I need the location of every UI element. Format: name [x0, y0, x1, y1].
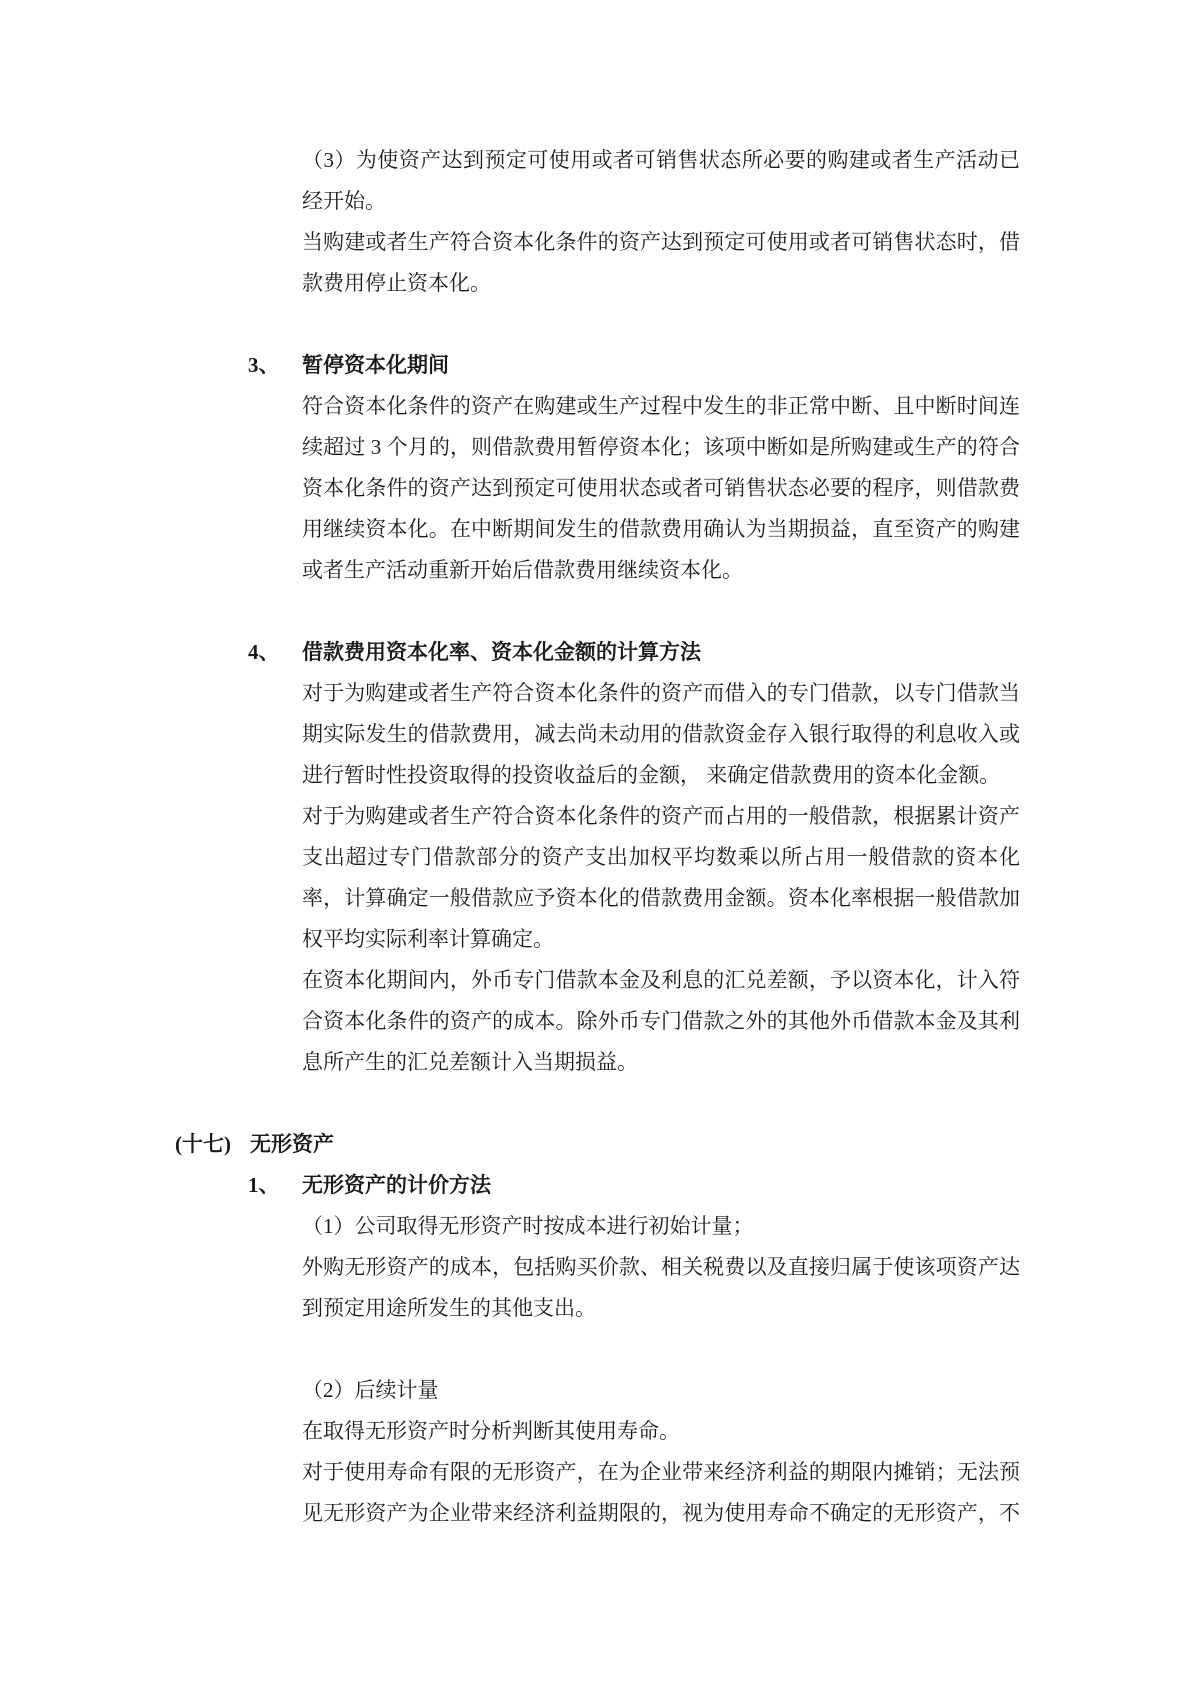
section-17-1-heading — [248, 1165, 1200, 1206]
text-line: 当购建或者生产符合资本化条件的资产达到预定可使用或者可销售状态时，借 — [302, 230, 1020, 254]
section-17-heading — [175, 1124, 1200, 1165]
text-line: 对于使用寿命有限的无形资产，在为企业带来经济利益的期限内摊销；无法预 — [302, 1460, 1020, 1484]
text-line: 对于为购建或者生产符合资本化条件的资产而借入的专门借款，以专门借款当 — [302, 681, 1020, 705]
text-line: 或者生产活动重新开始后借款费用继续资本化。 — [302, 558, 743, 582]
blank-line — [0, 304, 1200, 345]
heading-number: 3、 — [248, 353, 280, 377]
blank-line — [0, 1083, 1200, 1124]
section-label: (十七) — [175, 1132, 231, 1156]
text-line: 对于为购建或者生产符合资本化条件的资产而占用的一般借款，根据累计资产 — [302, 804, 1020, 828]
text-line: 支出超过专门借款部分的资产支出加权平均数乘以所占用一般借款的资本化 — [302, 845, 1020, 869]
text-line: （3）为使资产达到预定可使用或者可销售状态所必要的购建或者生产活动已 — [302, 148, 1020, 172]
text-line: 率，计算确定一般借款应予资本化的借款费用金额。资本化率根据一般借款加 — [302, 886, 1020, 910]
section-3-heading — [248, 345, 1200, 386]
text-line: 续超过 3 个月的，则借款费用暂停资本化；该项中断如是所购建或生产的符合 — [302, 435, 1020, 459]
heading-number: 4、 — [248, 640, 280, 664]
text-line: 资本化条件的资产达到预定可使用状态或者可销售状态必要的程序，则借款费 — [302, 476, 1020, 500]
text-line: 经开始。 — [302, 189, 386, 213]
section-4-heading — [248, 632, 1200, 673]
text-line: 到预定用途所发生的其他支出。 — [302, 1296, 596, 1320]
text-line: 期实际发生的借款费用，减去尚未动用的借款资金存入银行取得的利息收入或 — [302, 722, 1020, 746]
blank-line — [0, 591, 1200, 632]
text-line: 息所产生的汇兑差额计入当期损益。 — [302, 1050, 638, 1074]
heading-title: 无形资产 — [250, 1132, 334, 1156]
heading-number: 1、 — [248, 1173, 280, 1197]
heading-title: 无形资产的计价方法 — [302, 1173, 491, 1197]
heading-title: 借款费用资本化率、资本化金额的计算方法 — [302, 640, 701, 664]
text-line: 进行暂时性投资取得的投资收益后的金额， 来确定借款费用的资本化金额。 — [302, 763, 1001, 787]
text-line: 见无形资产为企业带来经济利益期限的，视为使用寿命不确定的无形资产，不 — [302, 1501, 1020, 1525]
text-line: 用继续资本化。在中断期间发生的借款费用确认为当期损益，直至资产的购建 — [302, 517, 1020, 541]
text-line: （1）公司取得无形资产时按成本进行初始计量； — [302, 1214, 754, 1238]
text-line: 在资本化期间内，外币专门借款本金及利息的汇兑差额，予以资本化，计入符 — [302, 968, 1020, 992]
text-line: （2）后续计量 — [302, 1378, 439, 1402]
text-line: 在取得无形资产时分析判断其使用寿命。 — [302, 1419, 680, 1443]
text-line: 符合资本化条件的资产在购建或生产过程中发生的非正常中断、且中断时间连 — [302, 394, 1020, 418]
heading-title: 暂停资本化期间 — [302, 353, 449, 377]
text-line: 权平均实际利率计算确定。 — [302, 927, 554, 951]
text-line: 款费用停止资本化。 — [302, 271, 491, 295]
text-line: 外购无形资产的成本，包括购买价款、相关税费以及直接归属于使该项资产达 — [302, 1255, 1020, 1279]
text-line: 合资本化条件的资产的成本。除外币专门借款之外的其他外币借款本金及其利 — [302, 1009, 1020, 1033]
blank-line — [0, 1329, 1200, 1370]
